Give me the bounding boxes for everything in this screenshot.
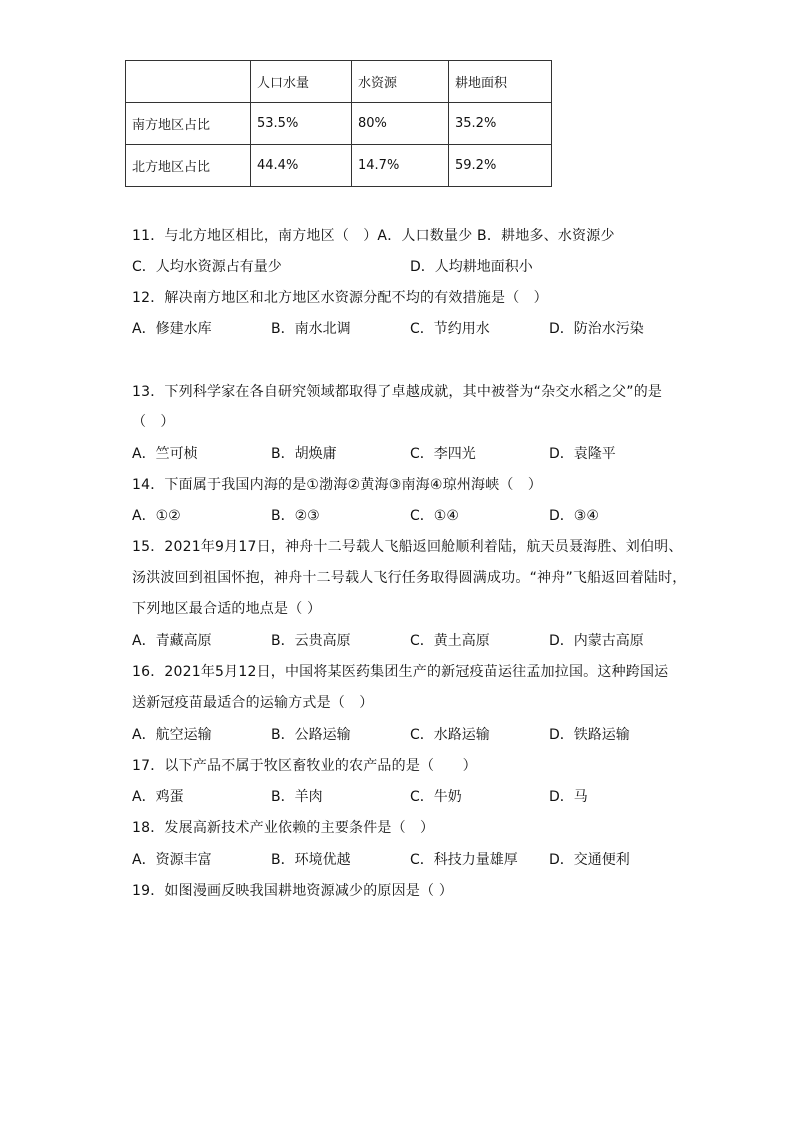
question-14-option-a: A．①② xyxy=(132,508,181,524)
question-15-stem: 15．2021年9月17日，神舟十二号载人飞船返回舱顺利着陆，航天员聂海胜、刘伯明、 xyxy=(132,539,683,555)
question-16-option-c: C．水路运输 xyxy=(410,727,490,743)
question-19-stem: 19．如图漫画反映我国耕地资源减少的原因是（ ） xyxy=(132,883,454,899)
question-15-stem-cont: 下列地区最合适的地点是（ ） xyxy=(132,601,322,617)
question-13-stem-cont: （ ） xyxy=(132,414,175,430)
question-17-option-b: B．羊肉 xyxy=(271,789,323,805)
table-cell: 14.7% xyxy=(352,145,449,187)
question-12-option-a: A．修建水库 xyxy=(132,321,212,337)
question-14-option-c: C．①④ xyxy=(410,508,459,524)
table-cell: 44.4% xyxy=(251,145,352,187)
question-14-stem: 14．下面属于我国内海的是①渤海②黄海③南海④琼州海峡（ ） xyxy=(132,477,543,493)
question-16-option-d: D．铁路运输 xyxy=(549,727,630,743)
question-15-option-b: B．云贵高原 xyxy=(271,633,351,649)
question-13-option-d: D．袁隆平 xyxy=(549,446,616,462)
question-14-option-d: D．③④ xyxy=(549,508,599,524)
table-header-cell xyxy=(126,61,251,103)
table-header-cell: 人口水量 xyxy=(251,61,352,103)
table-header-row xyxy=(126,61,552,103)
table-cell: 80% xyxy=(352,103,449,145)
question-12-stem: 12．解决南方地区和北方地区水资源分配不均的有效措施是（ ） xyxy=(132,290,548,306)
question-11-stem: 11．与北方地区相比，南方地区（ ）A．人口数量少 B．耕地多、水资源少 xyxy=(132,228,615,244)
question-13-option-a: A．竺可桢 xyxy=(132,446,198,462)
question-17-option-c: C．牛奶 xyxy=(410,789,462,805)
question-11-option-c: C．人均水资源占有量少 xyxy=(132,259,282,275)
table-header-cell: 耕地面积 xyxy=(449,61,552,103)
question-13-stem: 13．下列科学家在各自研究领域都取得了卓越成就，其中被誉为“杂交水稻之父”的是 xyxy=(132,384,663,400)
table-header-cell: 水资源 xyxy=(352,61,449,103)
question-12-option-c: C．节约用水 xyxy=(410,321,490,337)
question-15-option-d: D．内蒙古高原 xyxy=(549,633,644,649)
question-18-option-c: C．科技力量雄厚 xyxy=(410,852,518,868)
question-18-option-d: D．交通便利 xyxy=(549,852,630,868)
resource-share-table xyxy=(125,60,552,187)
question-17-stem: 17．以下产品不属于牧区畜牧业的农产品的是（ ） xyxy=(132,758,477,774)
question-16-option-a: A．航空运输 xyxy=(132,727,212,743)
question-16-stem-cont: 送新冠疫苗最适合的运输方式是（ ） xyxy=(132,695,374,711)
question-16-option-b: B．公路运输 xyxy=(271,727,351,743)
question-15-option-c: C．黄土高原 xyxy=(410,633,490,649)
question-13-option-c: C．李四光 xyxy=(410,446,476,462)
question-14-option-b: B．②③ xyxy=(271,508,320,524)
question-15-option-a: A．青藏高原 xyxy=(132,633,212,649)
question-18-option-a: A．资源丰富 xyxy=(132,852,212,868)
table-cell: 35.2% xyxy=(449,103,552,145)
question-15-stem-cont: 汤洪波回到祖国怀抱，神舟十二号载人飞行任务取得圆满成功。“神舟”飞船返回着陆时， xyxy=(132,570,687,586)
question-12-option-d: D．防治水污染 xyxy=(549,321,644,337)
question-17-option-a: A．鸡蛋 xyxy=(132,789,184,805)
table-row xyxy=(126,103,552,145)
table-cell: 北方地区占比 xyxy=(126,145,251,187)
question-18-stem: 18．发展高新技术产业依赖的主要条件是（ ） xyxy=(132,820,435,836)
table-cell: 南方地区占比 xyxy=(126,103,251,145)
table-cell: 53.5% xyxy=(251,103,352,145)
question-18-option-b: B．环境优越 xyxy=(271,852,351,868)
table-cell: 59.2% xyxy=(449,145,552,187)
table-row xyxy=(126,145,552,187)
question-17-option-d: D．马 xyxy=(549,789,588,805)
question-12-option-b: B．南水北调 xyxy=(271,321,351,337)
question-13-option-b: B．胡焕庸 xyxy=(271,446,337,462)
question-16-stem: 16．2021年5月12日，中国将某医药集团生产的新冠疫苗运往孟加拉国。这种跨国运 xyxy=(132,664,669,680)
question-11-option-d: D．人均耕地面积小 xyxy=(410,259,533,275)
